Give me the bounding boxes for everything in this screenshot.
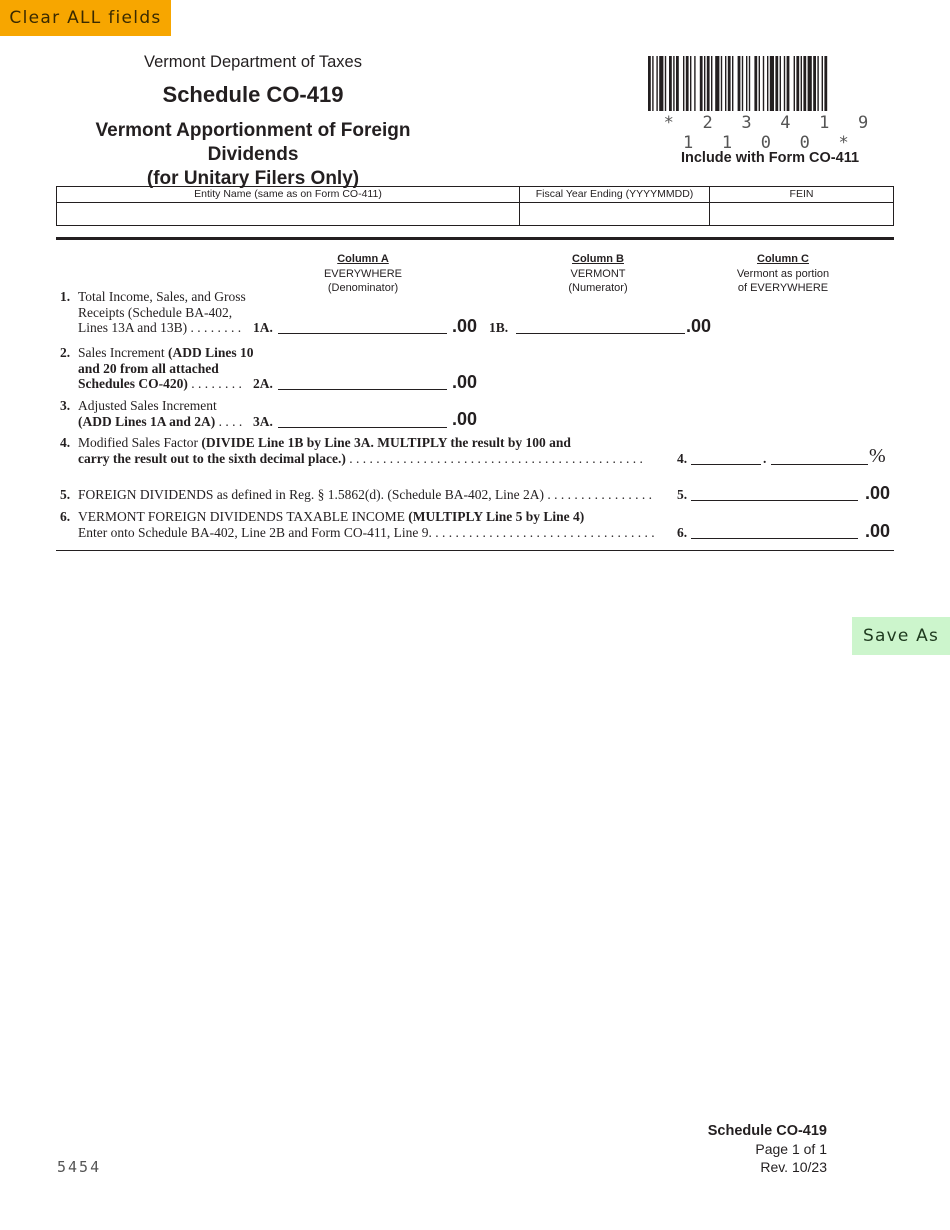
line-3a-input[interactable] — [278, 413, 447, 428]
column-c-header — [718, 252, 848, 296]
column-a-line2: EVERYWHERE — [323, 267, 403, 280]
save-as-button[interactable]: Save As — [852, 617, 950, 655]
footer-schedule: Schedule CO-419 — [707, 1123, 827, 1139]
include-with-note: Include with Form CO-411 — [680, 150, 860, 166]
line-2-text3b: . . . . . . . . — [187, 376, 242, 391]
line-3-text1: Adjusted Sales Increment — [78, 398, 217, 413]
column-a-line3: (Denominator) — [327, 282, 399, 294]
line-1b-label: 1B. — [489, 320, 509, 335]
line-5-cents: .00 — [865, 483, 891, 503]
form-subtitle — [50, 119, 456, 191]
line-4-text2b: . . . . . . . . . . . . . . . . . . . . . . . . . . . . . . . . . . . . . . . . . . . . — [345, 450, 643, 466]
bottom-rule — [56, 550, 894, 551]
line-4-text2a: carry the result out to the sixth decimal place.) — [78, 450, 346, 466]
line-2-text1b: (ADD Lines 10 — [167, 345, 254, 360]
fein-input[interactable] — [710, 203, 893, 225]
line-1-text1: Total Income, Sales, and Gross — [78, 289, 246, 304]
line-2a-cents: .00 — [452, 372, 478, 392]
fiscal-year-cell — [520, 187, 710, 225]
line-1b-cents: .00 — [686, 316, 712, 336]
line-2-text3a: Schedules CO-420) — [78, 376, 188, 391]
line-5-description: FOREIGN DIVIDENDS as defined in Reg. § 1.5862(d). (Schedule BA-402, Line 2A) . . . . . . . . . . . . . . . . — [78, 487, 653, 502]
footer-block — [627, 1122, 827, 1176]
form-code: 5454 — [57, 1158, 102, 1176]
entity-name-label: Entity Name (same as on Form CO-411) — [57, 187, 519, 203]
line-5-label: 5. — [677, 487, 688, 502]
line-2-text2: and 20 from all attached — [78, 360, 219, 376]
identification-box — [56, 186, 894, 226]
line-1a-input[interactable] — [278, 319, 447, 334]
fiscal-year-input[interactable] — [520, 203, 709, 225]
line-6-text1b: (MULTIPLY Line 5 by Line 4) — [408, 509, 585, 524]
column-a-title: Column A — [337, 253, 389, 265]
line-4-decimal-input[interactable] — [771, 450, 868, 465]
column-b-line2: VERMONT — [570, 267, 626, 280]
line-6-number: 6. — [60, 509, 71, 524]
line-1a-cents: .00 — [452, 316, 478, 336]
line-1-text3: Lines 13A and 13B) . . . . . . . . — [78, 320, 242, 335]
line-1-number: 1. — [60, 289, 71, 304]
line-4-number: 4. — [60, 435, 71, 450]
barcode-number: * 2 3 4 1 9 1 1 0 0 * — [663, 113, 878, 153]
line-1-text2: Receipts (Schedule BA-402, — [78, 304, 233, 320]
column-c-title: Column C — [757, 253, 809, 265]
column-b-title: Column B — [572, 253, 624, 265]
line-4-text1a: Modified Sales Factor — [78, 435, 202, 450]
section-divider — [56, 237, 894, 240]
form-title: Schedule CO-419 — [162, 82, 344, 107]
form-subtitle-line2: (for Unitary Filers Only) — [146, 168, 360, 189]
line-2a-label: 2A. — [253, 376, 273, 391]
line-4-text1b: (DIVIDE Line 1B by Line 3A. MULTIPLY the result by 100 and — [201, 435, 571, 450]
line-1b-input[interactable] — [516, 319, 685, 334]
column-b-header — [533, 252, 663, 296]
line-1-description — [78, 289, 278, 336]
line-5-input[interactable] — [691, 486, 858, 501]
line-5-number: 5. — [60, 487, 71, 502]
fein-label: FEIN — [710, 187, 893, 203]
fein-cell — [710, 187, 893, 225]
percent-sign: % — [869, 445, 886, 467]
line-6-text1a: VERMONT FOREIGN DIVIDENDS TAXABLE INCOME — [78, 509, 409, 524]
line-6-cents: .00 — [865, 521, 891, 541]
footer-page: Page 1 of 1 — [755, 1141, 827, 1157]
line-3-text2b: . . . . — [215, 413, 243, 429]
column-c-line2: Vermont as portion — [736, 267, 830, 280]
line-3a-cents: .00 — [452, 409, 478, 429]
line-3a-label: 3A. — [253, 414, 273, 429]
line-6-text2: Enter onto Schedule BA-402, Line 2B and Form CO-411, Line 9. . . . . . . . . . . . . . . . . . . . . . . . . . . . . . . . . . — [78, 524, 655, 540]
line-1a-label: 1A. — [253, 320, 273, 335]
line-6-label: 6. — [677, 525, 688, 540]
barcode-image — [648, 56, 893, 111]
clear-all-fields-button[interactable]: Clear ALL fields — [0, 0, 171, 36]
column-a-header — [298, 252, 428, 296]
column-c-line3: of EVERYWHERE — [737, 282, 829, 294]
line-2-number: 2. — [60, 345, 71, 360]
form-subtitle-line1: Vermont Apportionment of Foreign Dividends — [95, 120, 411, 165]
line-6-description — [78, 509, 675, 540]
line-3-text2a: (ADD Lines 1A and 2A) — [78, 413, 216, 429]
department-name: Vermont Department of Taxes — [144, 53, 362, 71]
line-4-description — [78, 435, 678, 466]
line-6-input[interactable] — [691, 524, 858, 539]
footer-rev: Rev. 10/23 — [760, 1159, 827, 1175]
line-3-description — [78, 398, 278, 429]
fiscal-year-label: Fiscal Year Ending (YYYYMMDD) — [520, 187, 709, 203]
line-4-decimal-point: . — [763, 451, 767, 466]
entity-name-cell — [57, 187, 520, 225]
line-2a-input[interactable] — [278, 375, 447, 390]
line-4-label: 4. — [677, 451, 688, 466]
column-b-line3: (Numerator) — [568, 282, 628, 294]
line-3-number: 3. — [60, 398, 71, 413]
entity-name-input[interactable] — [57, 203, 519, 225]
line-4-whole-input[interactable] — [691, 450, 761, 465]
line-2-text1a: Sales Increment — [78, 345, 168, 360]
line-2-description — [78, 345, 278, 392]
